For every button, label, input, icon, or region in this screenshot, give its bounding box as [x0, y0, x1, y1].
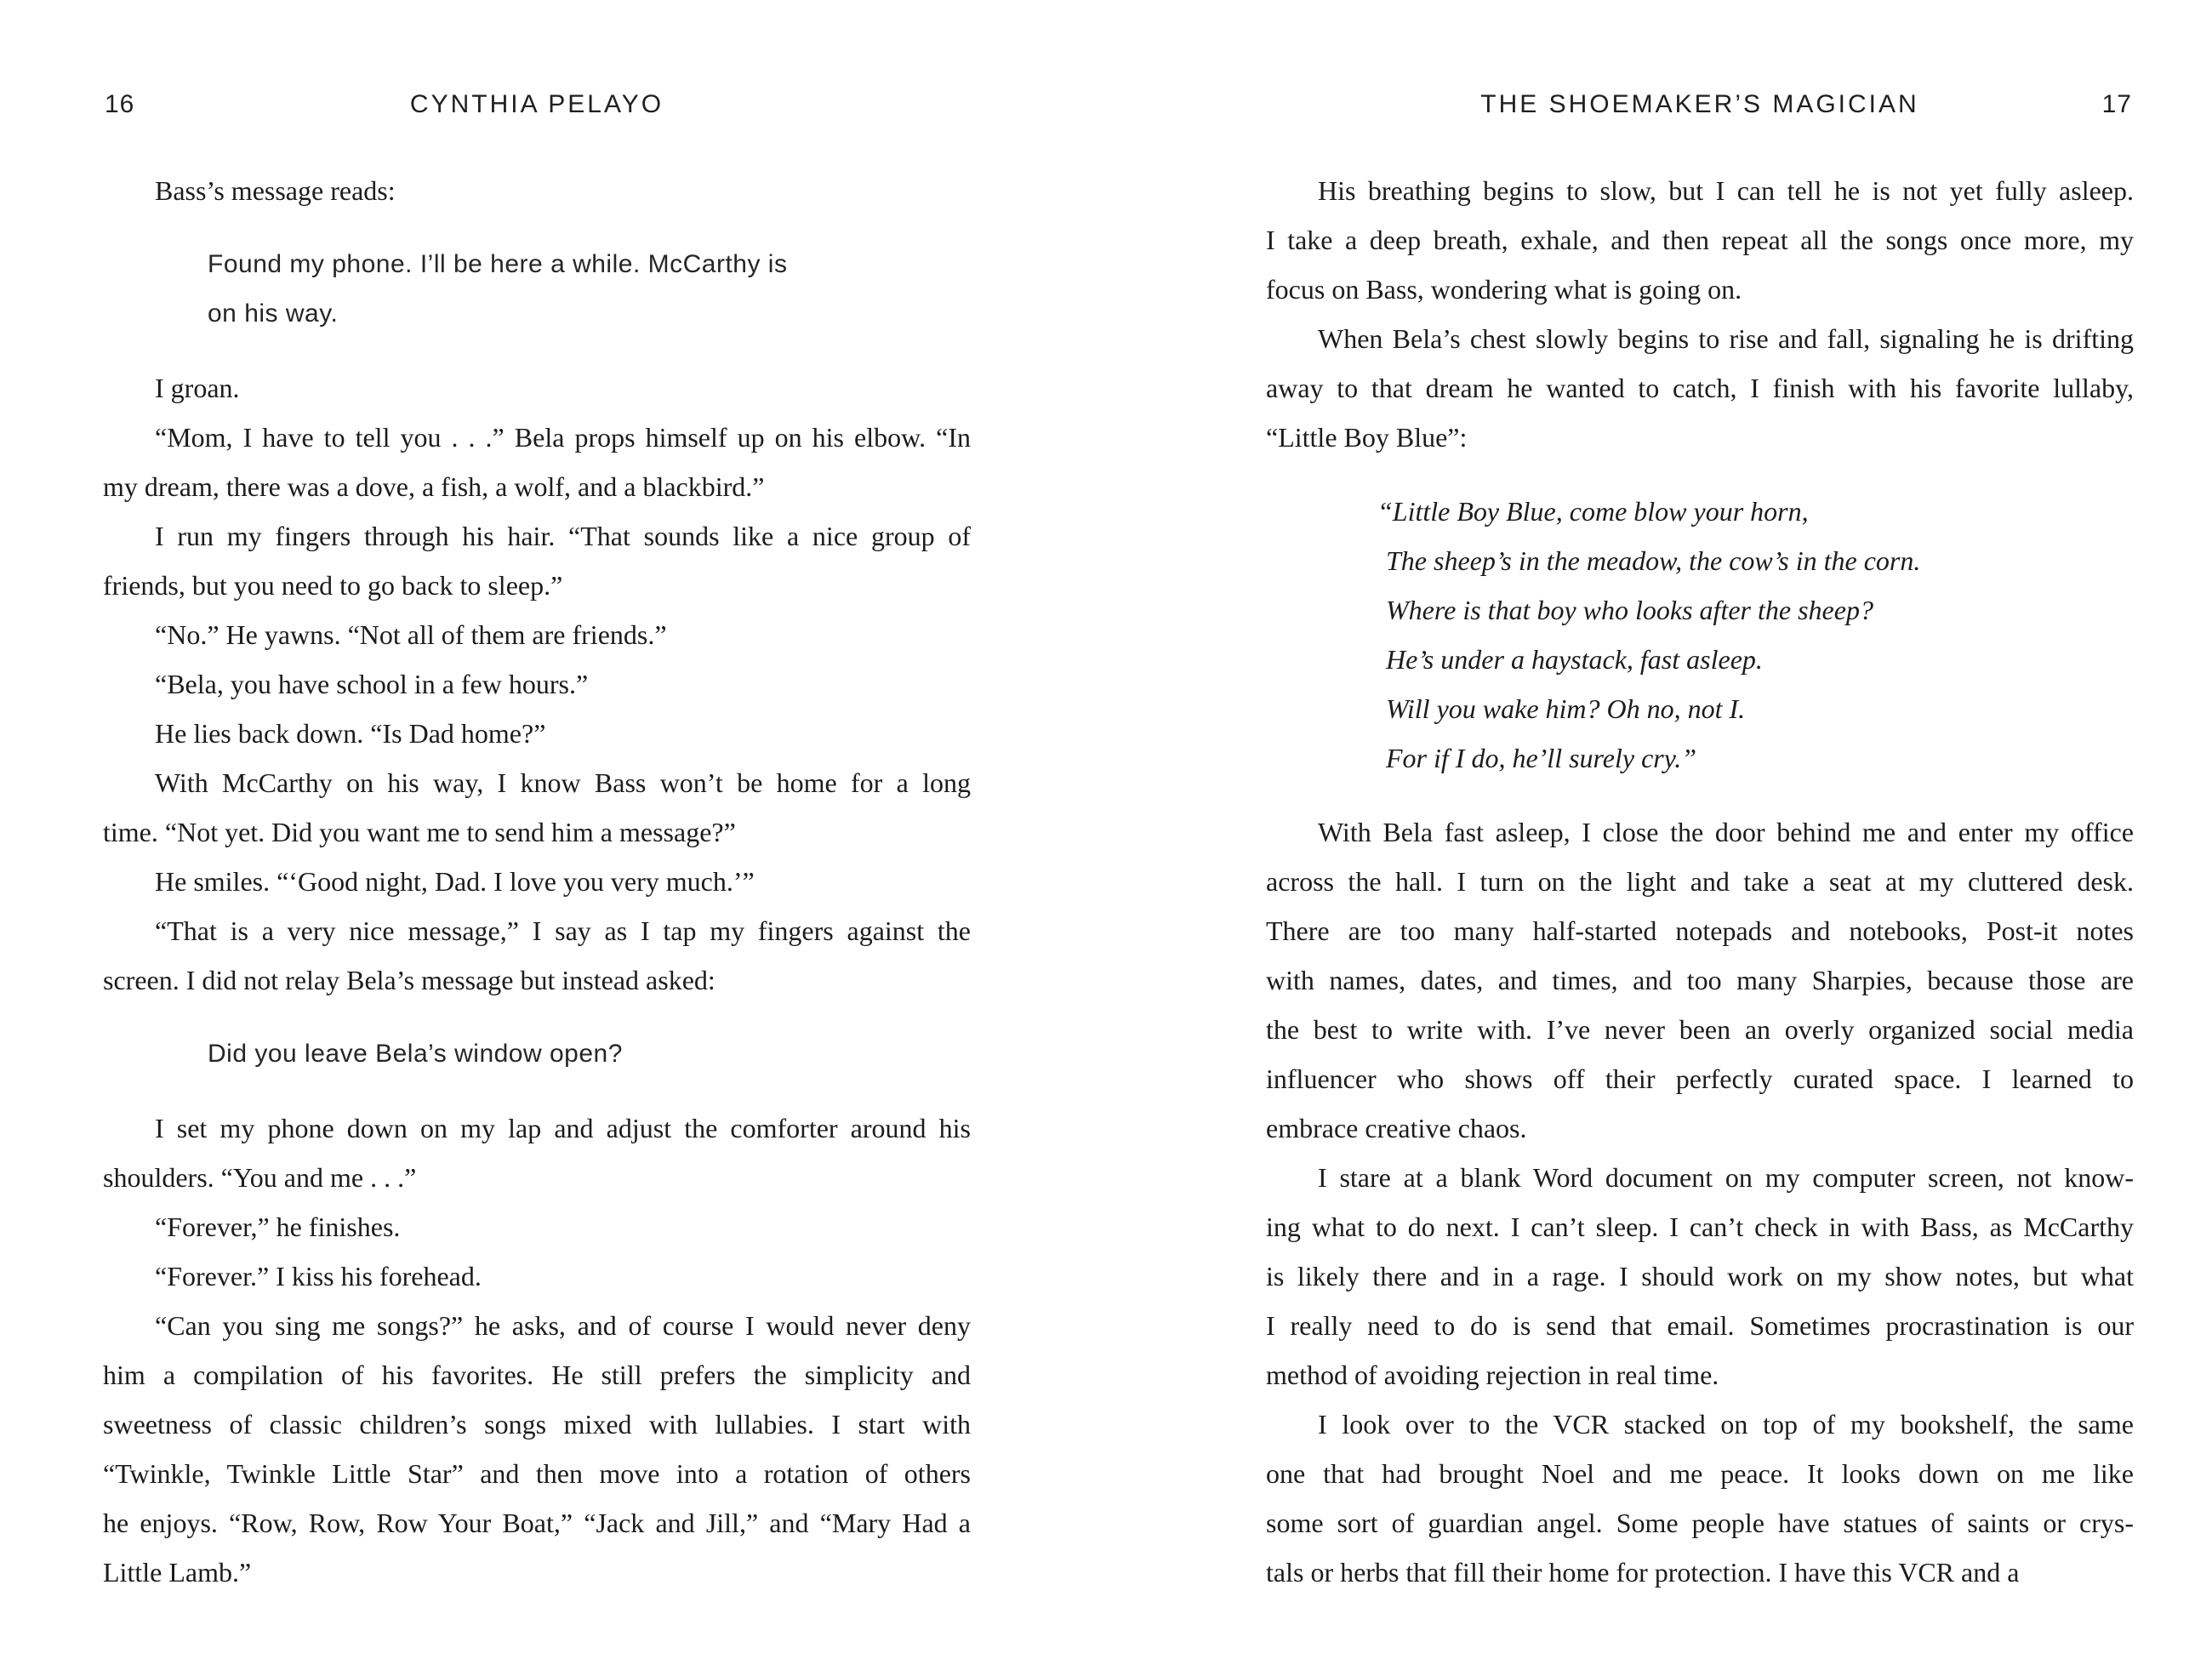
paragraph — [103, 906, 971, 1005]
page-17 — [1266, 90, 2134, 1597]
paragraph — [103, 709, 971, 758]
text-line: shoulders. “You and me . . .” — [103, 1162, 417, 1193]
paragraph — [103, 758, 971, 857]
text-line: “Can you sing me songs?” he asks, and of course I would never deny — [155, 1310, 971, 1341]
text-line: sweetness of classic children’s songs mixed with lullabies. I start with — [103, 1409, 971, 1440]
text-line: He smiles. “‘Good night, Dad. I love you very much.’” — [155, 866, 755, 897]
text-line: I stare at a blank Word document on my computer screen, not know- — [1318, 1162, 2134, 1193]
text-line: I take a deep breath, exhale, and then repeat all the songs once more, my — [1266, 225, 2134, 255]
text-line: When Bela’s chest slowly begins to rise and fall, signaling he is drifting — [1318, 323, 2134, 354]
text-line: focus on Bass, wondering what is going on. — [1266, 274, 1742, 305]
text-line: “Little Boy Blue, come blow your horn, — [1377, 496, 1809, 527]
paragraph — [1266, 1400, 2134, 1597]
text-line: “That is a very nice message,” I say as I tap my fingers against the — [155, 915, 971, 946]
text-line: ing what to do next. I can’t sleep. I can’t check in with Bass, as McCarthy — [1266, 1211, 2134, 1242]
paragraph — [103, 610, 971, 659]
page-number-right: 17 — [2101, 90, 2132, 118]
paragraph — [103, 659, 971, 709]
text-line: There are too many half-started notepads and notebooks, Post-it notes — [1266, 915, 2134, 946]
text-line: “Forever,” he finishes. — [155, 1211, 401, 1242]
text-line: Where is that boy who looks after the sheep? — [1386, 595, 1873, 625]
text-line: friends, but you need to go back to sleep.” — [103, 570, 563, 601]
text-line: I look over to the VCR stacked on top of my bookshelf, the same — [1318, 1409, 2134, 1440]
paragraph — [103, 857, 971, 906]
paragraph — [103, 1251, 971, 1301]
paragraph — [1266, 166, 2134, 314]
text-line: across the hall. I turn on the light and take a seat at my cluttered desk. — [1266, 866, 2134, 897]
text-line: he enjoys. “Row, Row, Row Your Boat,” “Jack and Jill,” and “Mary Had a — [103, 1508, 971, 1538]
text-message-block — [208, 240, 971, 339]
text-line: is likely there and in a rage. I should work on my show notes, but what — [1266, 1261, 2134, 1291]
text-line: with names, dates, and times, and too many Sharpies, because those are — [1266, 965, 2134, 995]
text-line: him a compilation of his favorites. He still prefers the simplicity and — [103, 1360, 971, 1390]
text-line: my dream, there was a dove, a fish, a wolf, and a blackbird.” — [103, 471, 765, 502]
text-line: time. “Not yet. Did you want me to send him a message?” — [103, 817, 736, 847]
text-line: For if I do, he’ll surely cry.” — [1386, 743, 1696, 773]
text-line: some sort of guardian angel. Some people have statues of saints or crys- — [1266, 1508, 2134, 1538]
text-line: Will you wake him? Oh no, not I. — [1386, 693, 1746, 724]
text-line: “Mom, I have to tell you . . .” Bela props himself up on his elbow. “In — [155, 422, 971, 453]
text-line: the best to write with. I’ve never been an overly organized social media — [1266, 1014, 2134, 1045]
page-17-header — [1266, 90, 2134, 123]
text-line: screen. I did not relay Bela’s message but instead asked: — [103, 965, 715, 995]
text-line: Did you leave Bela’s window open? — [208, 1040, 623, 1068]
paragraph — [103, 511, 971, 610]
text-line: His breathing begins to slow, but I can tell he is not yet fully asleep. — [1318, 175, 2134, 206]
paragraph — [1266, 1153, 2134, 1400]
text-line: With Bela fast asleep, I close the door behind me and enter my office — [1318, 817, 2134, 847]
text-line: He’s under a haystack, fast asleep. — [1386, 644, 1763, 675]
page-17-body — [1266, 166, 2134, 1597]
text-line: away to that dream he wanted to catch, I finish with his favorite lullaby, — [1266, 373, 2134, 403]
paragraph — [103, 1301, 971, 1597]
text-message-block — [208, 1029, 971, 1079]
paragraph — [103, 1202, 971, 1251]
text-line: embrace creative chaos. — [1266, 1113, 1527, 1143]
text-line: “Forever.” I kiss his forehead. — [155, 1261, 482, 1291]
text-line: He lies back down. “Is Dad home?” — [155, 718, 546, 749]
text-line: “Little Boy Blue”: — [1266, 422, 1468, 453]
text-line: Little Lamb.” — [103, 1557, 252, 1588]
paragraph — [103, 166, 971, 215]
text-line: influencer who shows off their perfectly curated space. I learned to — [1266, 1063, 2134, 1094]
paragraph — [103, 1103, 971, 1202]
text-line: I really need to do is send that email. Sometimes procrastination is our — [1266, 1310, 2134, 1341]
text-line: I run my fingers through his hair. “That sounds like a nice group of — [155, 521, 971, 551]
page-16-body — [103, 166, 971, 1597]
text-line: The sheep’s in the meadow, the cow’s in the corn. — [1386, 545, 1921, 576]
page-number-left: 16 — [105, 90, 135, 118]
text-line: Found my phone. I’ll be here a while. McCarthy is — [208, 250, 788, 278]
paragraph — [103, 363, 971, 413]
running-header-title: THE SHOEMAKER’S MAGICIAN — [1480, 90, 1919, 118]
text-line: “Bela, you have school in a few hours.” — [155, 669, 589, 699]
paragraph — [1266, 314, 2134, 462]
text-line: “No.” He yawns. “Not all of them are friends.” — [155, 619, 667, 650]
running-header-author: CYNTHIA PELAYO — [409, 90, 664, 118]
paragraph — [1266, 807, 2134, 1153]
text-line: I groan. — [155, 373, 240, 403]
paragraph — [103, 413, 971, 511]
text-line: on his way. — [208, 299, 339, 328]
text-line: “Twinkle, Twinkle Little Star” and then move into a rotation of others — [103, 1458, 971, 1489]
text-line: one that had brought Noel and me peace. It looks down on me like — [1266, 1458, 2134, 1489]
lullaby-verse — [1377, 487, 2134, 783]
page-16-header — [103, 90, 971, 123]
text-line: tals or herbs that fill their home for protection. I have this VCR and a — [1266, 1557, 2020, 1588]
text-line: I set my phone down on my lap and adjust the comforter around his — [155, 1113, 971, 1143]
text-line: Bass’s message reads: — [155, 175, 396, 206]
text-line: With McCarthy on his way, I know Bass won’t be home for a long — [155, 767, 971, 798]
text-line: method of avoiding rejection in real time. — [1266, 1360, 1719, 1390]
page-16 — [103, 90, 971, 1597]
